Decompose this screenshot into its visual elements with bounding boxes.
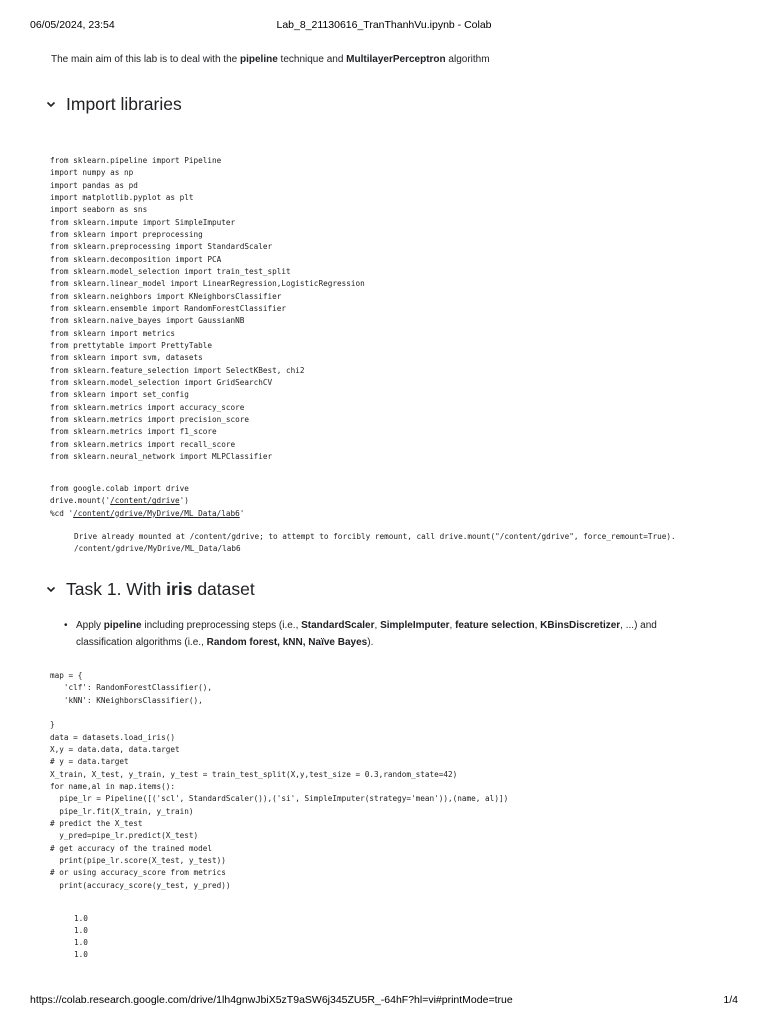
bullet-part: including preprocessing steps (i.e., <box>141 620 302 631</box>
section-title <box>66 579 255 600</box>
output-task1: 1.0 1.0 1.0 1.0 <box>74 914 88 959</box>
intro-bold-pipeline: pipeline <box>239 54 278 65</box>
intro-bold-mlp: MultilayerPerceptron <box>346 54 446 65</box>
code-line: drive.mount(' <box>50 496 111 506</box>
section-import-libraries[interactable] <box>44 92 182 116</box>
intro-text: The main aim of this lab is to deal with the <box>51 54 240 65</box>
bullet-bold: feature selection <box>455 620 535 631</box>
print-url: https://colab.research.google.com/drive/1lh4gnwJbiX5zT9aSW6j345ZU5R_-64hF?hl=vi#printMode=true <box>30 994 513 1006</box>
bullet-part: , <box>534 620 541 631</box>
code-path: /content/gdrive/MyDrive/ML_Data/lab6 <box>73 508 240 518</box>
print-datetime: 06/05/2024, 23:54 <box>30 19 115 31</box>
print-page-number: 1/4 <box>723 994 738 1006</box>
bullet-part: classification algorithms (i.e., <box>76 637 207 648</box>
bullet-part: ). <box>367 637 374 648</box>
section-title-part: dataset <box>192 578 255 599</box>
bullet-part: , <box>449 620 456 631</box>
bullet-bold: pipeline <box>103 620 142 631</box>
section-task1[interactable] <box>44 577 255 601</box>
bullet-part: Apply <box>76 620 104 631</box>
section-title-bold: iris <box>166 578 193 599</box>
intro-text: algorithm <box>445 54 490 65</box>
intro-text: technique and <box>277 54 347 65</box>
code-line: ' <box>239 508 245 518</box>
section-title-part: Task 1. With <box>66 578 167 599</box>
chevron-down-icon[interactable] <box>44 582 58 596</box>
bullet-text <box>76 617 676 651</box>
section-title: Import libraries <box>66 93 182 114</box>
code-line: ') <box>179 496 189 506</box>
bullet-icon: • <box>64 620 68 631</box>
intro-text-cell <box>51 52 711 68</box>
output-drive: Drive already mounted at /content/gdrive; to attempt to forcibly remount, call drive.mount("/content/gdrive", force_remount=True). /content/gdrive/MyDrive/ML_Data/lab6 <box>74 532 676 553</box>
code-line: %cd ' <box>50 508 74 518</box>
code-path: /content/gdrive <box>110 496 180 506</box>
bullet-bold: StandardScaler <box>301 620 375 631</box>
print-footer <box>30 994 738 1008</box>
bullet-part: , ...) and <box>620 620 657 631</box>
print-title: Lab_8_21130616_TranThanhVu.ipynb - Colab <box>276 19 492 31</box>
bullet-bold: Random forest, kNN, Naïve Bayes <box>206 637 368 648</box>
code-line: from google.colab import drive <box>50 484 189 493</box>
code-cell-imports[interactable]: from sklearn.pipeline import Pipeline import numpy as np import pandas as pd import matplotlib.pyplot as plt import seaborn as sns from sklearn.impute import SimpleImputer from sklearn import preprocessing from sklearn.preprocessing import StandardScaler from sklearn.decomposition import PCA from sklearn.model_selection import train_test_split from sklearn.linear_model import LinearRegression,LogisticRegression from sklearn.neighbors import KNeighborsClassifier from sklearn.ensemble import RandomForestClassifier from sklearn.naive_bayes import GaussianNB from sklearn import metrics from prettytable import PrettyTable from sklearn import svm, datasets from sklearn.feature_selection import SelectKBest, chi2 from sklearn.model_selection import GridSearchCV from sklearn import set_config from sklearn.metrics import accuracy_score from sklearn.metrics import precision_score from sklearn.metrics import f1_score from sklearn.metrics import recall_score from sklearn.neural_network import MLPClassifier <box>50 156 365 461</box>
code-cell-drive[interactable] <box>50 483 244 520</box>
code-cell-task1[interactable]: map = { 'clf': RandomForestClassifier(), 'kNN': KNeighborsClassifier(), } data = datasets.load_iris() X,y = data.data, data.target # y = data.target X_train, X_test, y_train, y_test = train_test_split(X,y,test_size = 0.3,random_state=42) for name,al in map.items(): pipe_lr = Pipeline([('scl', StandardScaler()),('si', SimpleImputer(strategy='mean')),(name, al)]) pipe_lr.fit(X_train, y_train) # predict the X_test y_pred=pipe_lr.predict(X_test) # get accuracy of the trained model print(pipe_lr.score(X_test, y_test)) # or using accuracy_score from metrics print(accuracy_score(y_test, y_pred)) <box>50 671 509 890</box>
bullet-bold: KBinsDiscretizer <box>540 620 621 631</box>
chevron-down-icon[interactable] <box>44 97 58 111</box>
bullet-bold: SimpleImputer <box>380 620 450 631</box>
print-header <box>30 19 738 33</box>
bullet-part: , <box>374 620 381 631</box>
